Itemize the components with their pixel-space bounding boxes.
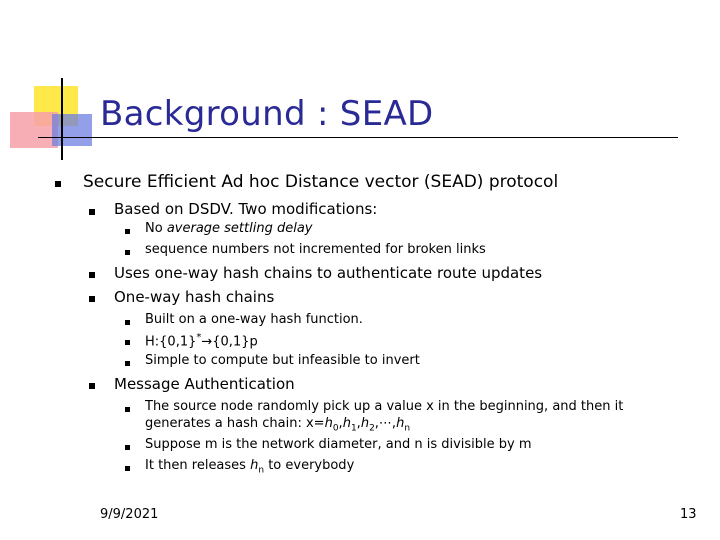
hash-chains-text: One-way hash chains [114, 288, 275, 306]
main-point: Secure Efficient Ad hoc Distance vector (SEAD) protocol [83, 172, 559, 192]
bullet-icon [125, 229, 130, 234]
msg-sub-2: Suppose m is the network diameter, and n is divisible by m [145, 437, 532, 452]
msg-auth-text: Message Authentication [114, 375, 295, 393]
bullet-icon [125, 361, 130, 366]
bullet-icon [89, 272, 95, 278]
decor-vertical-line [61, 78, 63, 160]
dsdv-mod-1: No average settling delay [145, 221, 313, 236]
decor-red-square [10, 112, 58, 148]
hash-sub-1: Built on a one-way hash function. [145, 312, 363, 327]
dsdv-mod-2: sequence numbers not incremented for broken links [145, 242, 486, 257]
bullet-icon [125, 445, 130, 450]
hash-sub-3: Simple to compute but infeasible to invert [145, 353, 420, 368]
bullet-icon [125, 250, 130, 255]
decor-blue-square [52, 114, 92, 146]
bullet-icon [125, 340, 130, 345]
bullet-icon [125, 407, 130, 412]
bullet-icon [125, 466, 130, 471]
msg-sub-1-line-1: The source node randomly pick up a value x in the beginning, and then it [145, 399, 624, 414]
hash-auth-text: Uses one-way hash chains to authenticate route updates [114, 264, 543, 282]
dsdv-text: Based on DSDV. Two modifications: [114, 200, 378, 218]
slide-title: Background : SEAD [100, 94, 434, 134]
bullet-icon [55, 181, 61, 187]
hash-sub-2: H:{0,1}*→{0,1}p [145, 332, 258, 350]
msg-sub-1-line-2: generates a hash chain: $x=h_0,h_1,h_2,\cdots,h_n$ [145, 416, 411, 434]
bullet-icon [89, 296, 95, 302]
footer-date: 9/9/2021 [100, 507, 159, 522]
bullet-icon [125, 320, 130, 325]
bullet-icon [89, 209, 95, 215]
msg-sub-3: It then releases $h_n$ to everybody [145, 458, 355, 476]
page-number: 13 [680, 507, 697, 522]
bullet-icon [89, 383, 95, 389]
title-underline [38, 137, 678, 138]
